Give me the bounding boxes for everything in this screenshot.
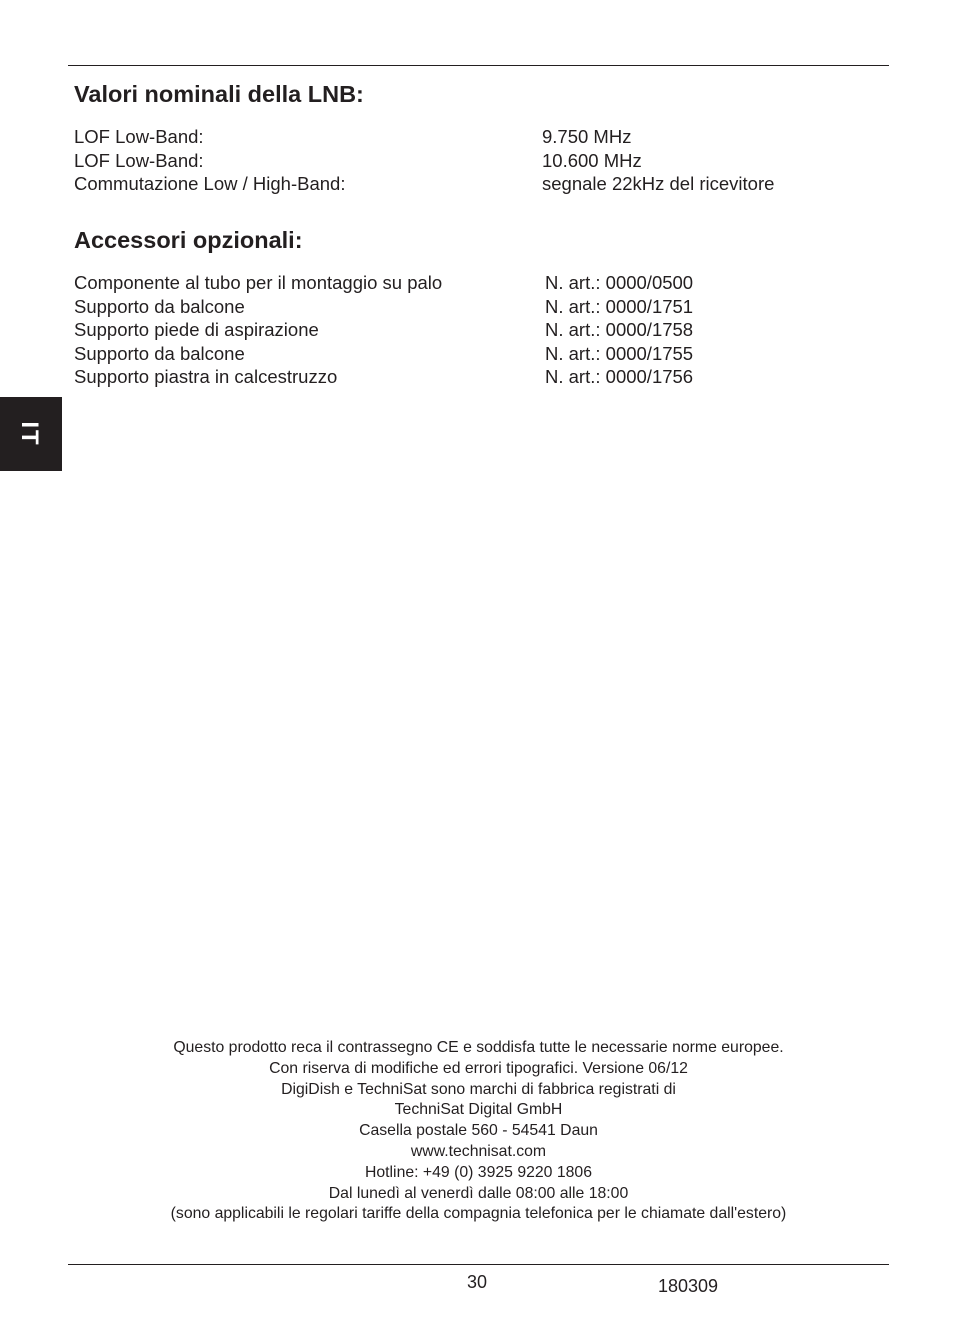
lnb-row-value: segnale 22kHz del ricevitore xyxy=(542,173,775,194)
lnb-row xyxy=(74,149,854,173)
accessory-name: Componente al tubo per il montaggio su palo xyxy=(74,272,443,293)
accessory-article-number: N. art.: 0000/1755 xyxy=(545,342,694,364)
lnb-row-value: 10.600 MHz xyxy=(542,149,642,171)
accessory-name: Supporto piastra in calcestruzzo xyxy=(74,366,338,387)
accessory-name: Supporto da balcone xyxy=(74,342,245,364)
accessory-article-number: N. art.: 0000/1758 xyxy=(545,319,694,340)
lnb-section-title: Valori nominali della LNB: xyxy=(74,81,364,107)
accessory-row xyxy=(74,318,854,342)
accessory-name: Supporto da balcone xyxy=(74,295,245,317)
accessory-row xyxy=(74,365,854,389)
lnb-row-label: Commutazione Low / High-Band: xyxy=(74,173,346,194)
accessory-article-number: N. art.: 0000/1756 xyxy=(545,366,694,387)
accessory-name: Supporto piede di aspirazione xyxy=(74,319,319,340)
footer-line: (sono applicabili le regolari tariffe della compagnia telefonica per le chiamate dall'estero) xyxy=(170,1205,787,1223)
footer-line: Questo prodotto reca il contrassegno CE e soddisfa tutte le necessarie norme europee. xyxy=(173,1039,784,1056)
bottom-divider xyxy=(68,1264,889,1265)
lnb-values-table xyxy=(74,125,854,196)
legal-footer xyxy=(68,1038,889,1225)
footer-hotline: Hotline: +49 (0) 3925 9220 1806 xyxy=(364,1163,593,1181)
accessory-article-number: N. art.: 0000/0500 xyxy=(545,272,694,293)
language-tab-label: IT xyxy=(15,421,43,447)
language-tab xyxy=(0,397,62,471)
footer-line: TechniSat Digital GmbH xyxy=(394,1101,563,1119)
accessory-row xyxy=(74,271,854,295)
page-number: 30 xyxy=(467,1272,488,1292)
accessory-row xyxy=(74,342,854,366)
footer-line: Dal lunedì al venerdì dalle 08:00 alle 18:00 xyxy=(328,1184,629,1202)
footer-website: www.technisat.com xyxy=(410,1142,547,1160)
accessories-table xyxy=(74,271,854,389)
footer-line: DigiDish e TechniSat sono marchi di fabbrica registrati di xyxy=(281,1080,676,1098)
document-code: 180309 xyxy=(658,1276,719,1296)
lnb-row-label: LOF Low-Band: xyxy=(74,149,204,171)
accessories-section-title: Accessori opzionali: xyxy=(74,227,303,253)
footer-line: Con riserva di modifiche ed errori tipografici. Versione 06/12 xyxy=(269,1059,688,1077)
footer-line: Casella postale 560 - 54541 Daun xyxy=(359,1122,598,1140)
lnb-row-label: LOF Low-Band: xyxy=(74,126,204,147)
accessory-row xyxy=(74,295,854,319)
lnb-row-value: 9.750 MHz xyxy=(542,126,632,147)
top-divider xyxy=(68,65,889,66)
lnb-row xyxy=(74,125,854,149)
lnb-row xyxy=(74,172,854,196)
accessory-article-number: N. art.: 0000/1751 xyxy=(545,295,694,317)
